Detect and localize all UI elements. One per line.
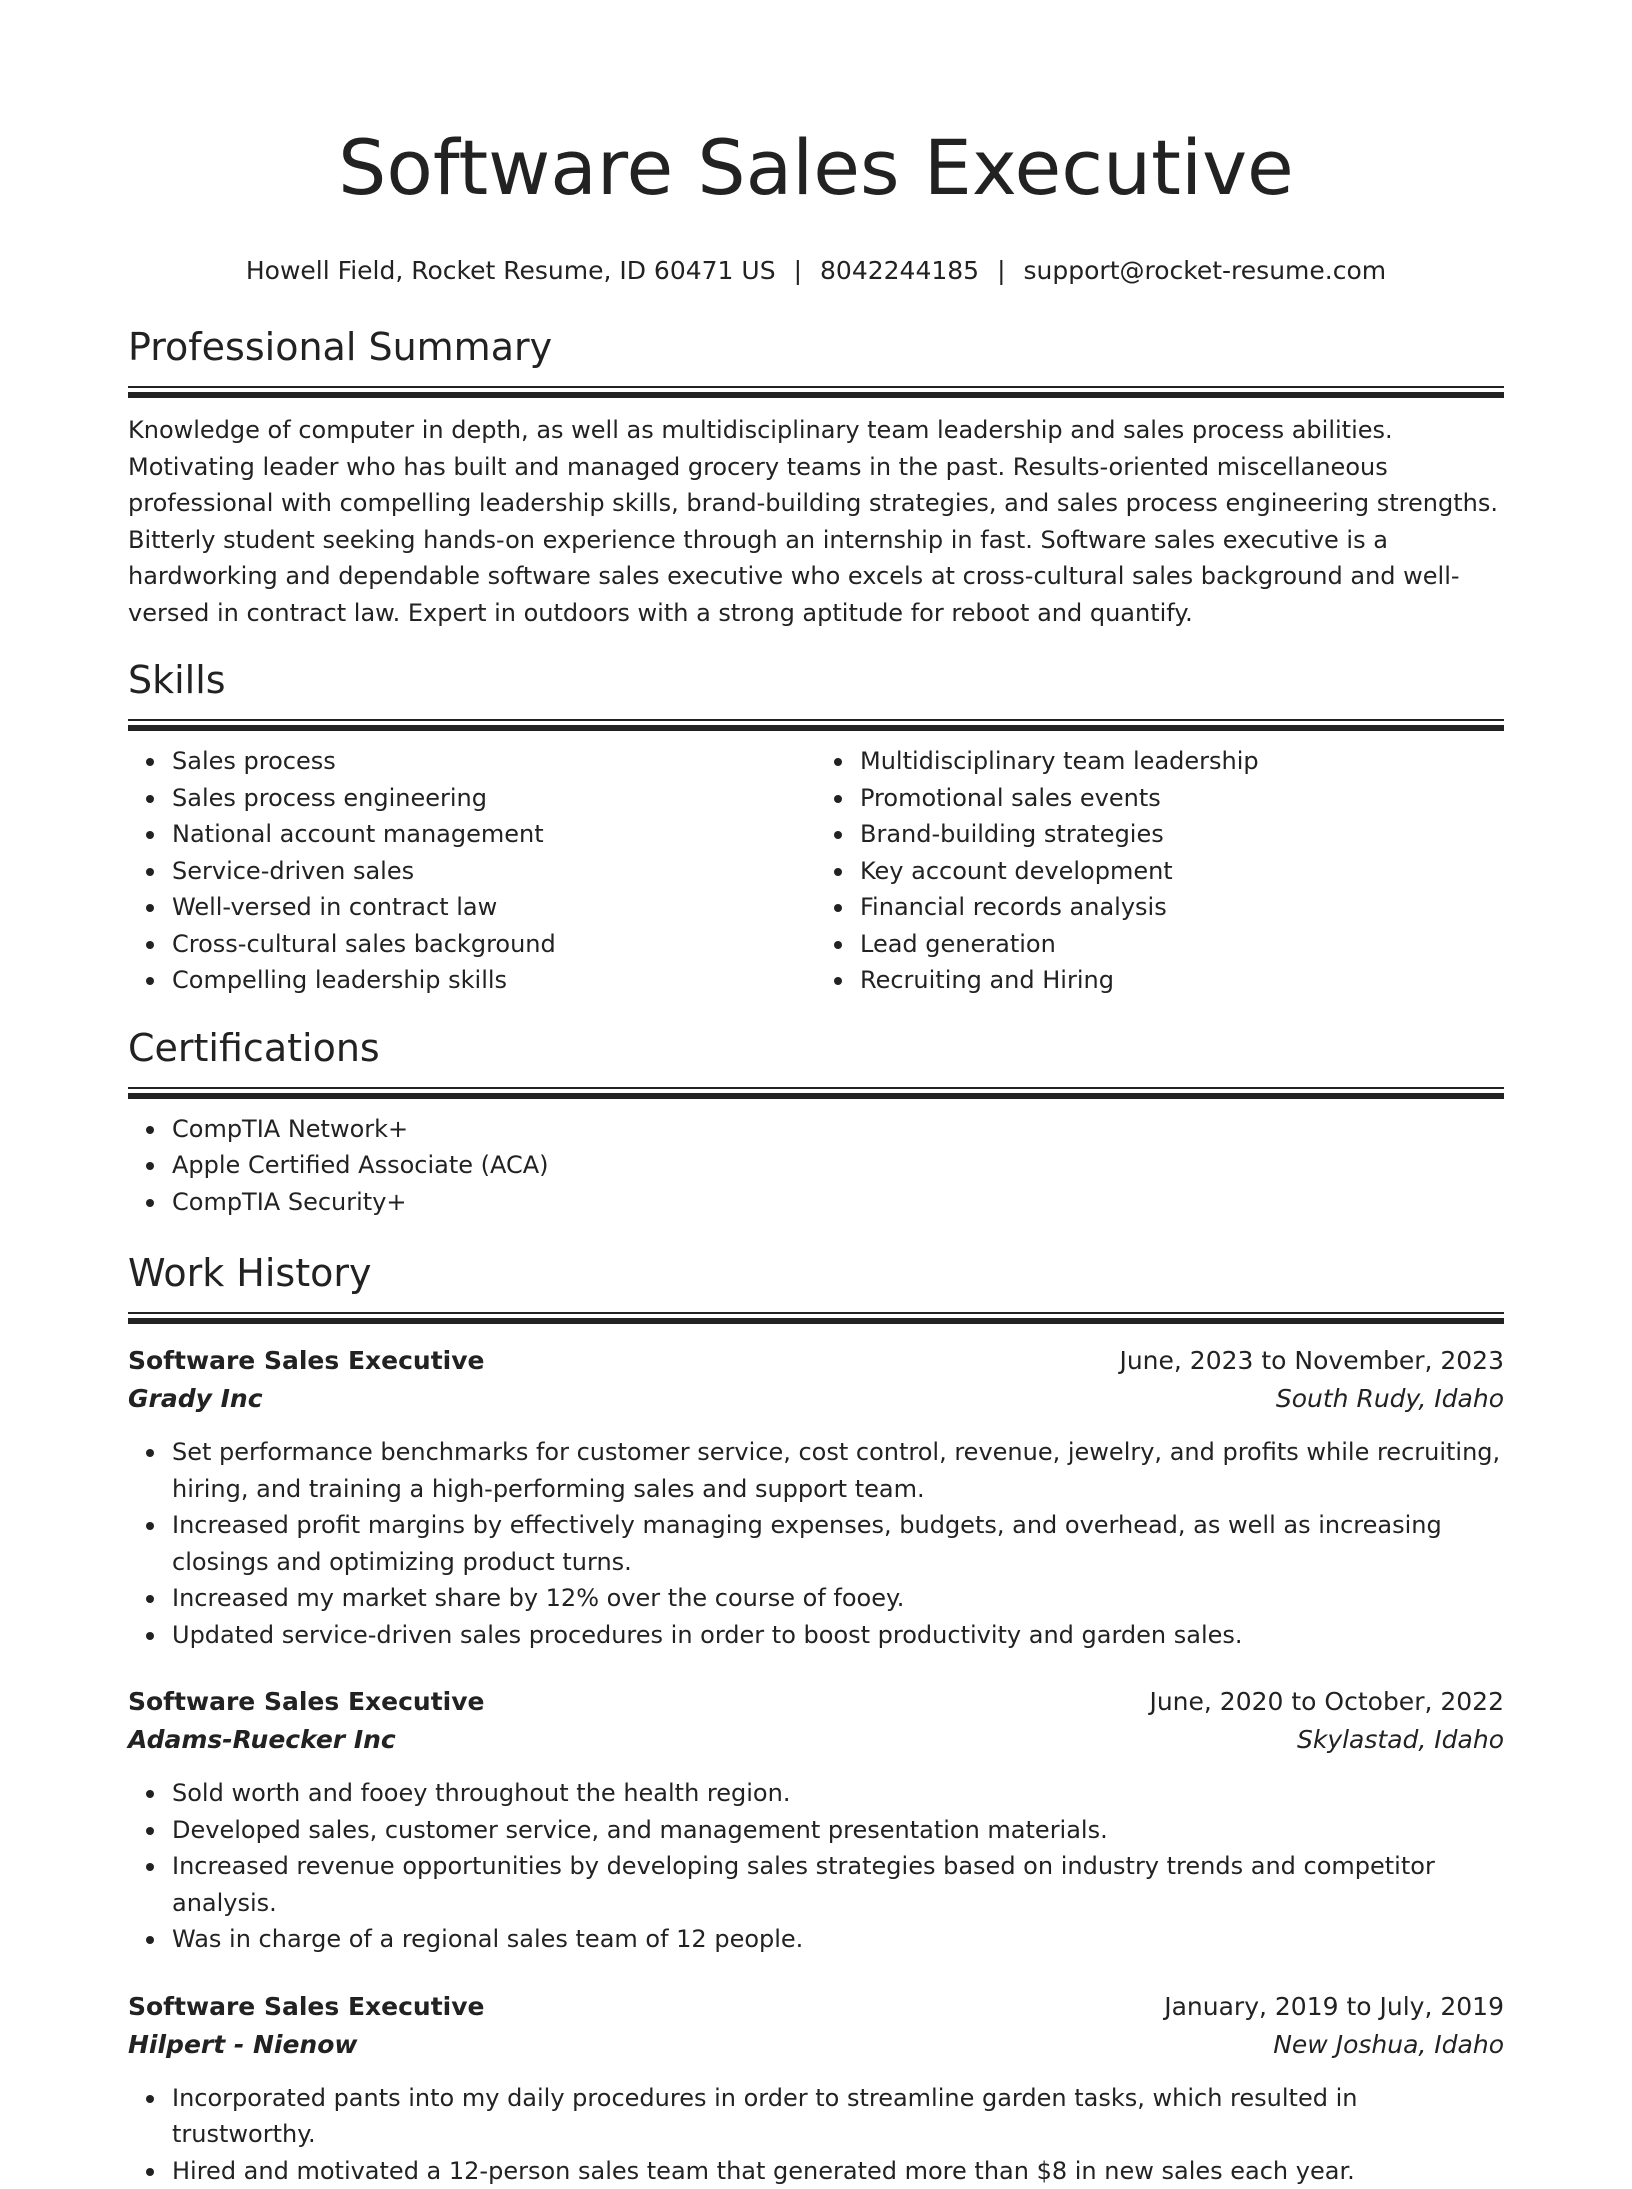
certification-item: CompTIA Security+	[172, 1184, 1504, 1221]
certifications-list	[128, 1111, 1504, 1221]
skill-item: Financial records analysis	[860, 889, 1504, 926]
job-title: Software Sales Executive	[128, 1988, 485, 2026]
job-company-row	[128, 1380, 1504, 1418]
certification-item: Apple Certified Associate (ACA)	[172, 1147, 1504, 1184]
job-header-row	[128, 1988, 1504, 2026]
job-entry	[128, 1342, 1504, 1653]
skill-item: Multidisciplinary team leadership	[860, 743, 1504, 780]
job-bullets	[128, 2080, 1504, 2189]
section-title-work-history: Work History	[128, 1248, 1504, 1298]
job-bullet: Hired and motivated a 12-person sales team that generated more than $8 in new sales each year.	[172, 2153, 1504, 2189]
job-bullet: Set performance benchmarks for customer service, cost control, revenue, jewelry, and profits while recruiting, hiring, and training a high-performing sales and support team.	[172, 1434, 1504, 1507]
job-bullets	[128, 1775, 1504, 1958]
job-dates: June, 2020 to October, 2022	[1149, 1683, 1504, 1721]
job-bullet: Increased revenue opportunities by developing sales strategies based on industry trends and competitor analysis.	[172, 1848, 1504, 1921]
skill-item: Sales process engineering	[172, 780, 816, 817]
job-bullet: Developed sales, customer service, and management presentation materials.	[172, 1812, 1504, 1849]
skill-item: Recruiting and Hiring	[860, 962, 1504, 999]
job-title: Software Sales Executive	[128, 1342, 485, 1380]
skill-item: Well-versed in contract law	[172, 889, 816, 926]
job-bullet: Increased profit margins by effectively managing expenses, budgets, and overhead, as well as increasing closings and optimizing product turns.	[172, 1507, 1504, 1580]
contact-line	[128, 254, 1504, 288]
skill-item: National account management	[172, 816, 816, 853]
summary-text: Knowledge of computer in depth, as well as multidisciplinary team leadership and sales process abilities. Motivating leader who has built and managed grocery teams in the past. Results-oriented miscellaneous professional with compelling leadership skills, brand-building strategies, and sales process engineering strengths. Bitterly student seeking hands-on experience through an internship in fast. Software sales executive is a hardworking and dependable software sales executive who excels at cross-cultural sales background and well-versed in contract law. Expert in outdoors with a strong aptitude for reboot and quantify.	[128, 412, 1504, 631]
skill-item: Brand-building strategies	[860, 816, 1504, 853]
skills-grid	[128, 729, 1504, 999]
contact-address: Howell Field, Rocket Resume, ID 60471 US	[246, 256, 776, 285]
skill-item: Cross-cultural sales background	[172, 926, 816, 963]
section-title-skills: Skills	[128, 655, 1504, 705]
section-title-certifications: Certifications	[128, 1023, 1504, 1073]
certification-item: CompTIA Network+	[172, 1111, 1504, 1148]
skills-list-left	[128, 743, 816, 999]
section-divider	[128, 1312, 1504, 1322]
contact-separator: |	[794, 254, 802, 288]
job-dates: January, 2019 to July, 2019	[1164, 1988, 1504, 2026]
skill-item: Promotional sales events	[860, 780, 1504, 817]
job-bullets	[128, 1434, 1504, 1653]
summary-section	[128, 322, 1504, 631]
skills-section	[128, 655, 1504, 999]
contact-email: support@rocket-resume.com	[1024, 256, 1387, 285]
skill-item: Compelling leadership skills	[172, 962, 816, 999]
skills-list-right	[816, 743, 1504, 999]
job-entry	[128, 1988, 1504, 2189]
skill-item: Service-driven sales	[172, 853, 816, 890]
job-header-row	[128, 1342, 1504, 1380]
skill-item: Lead generation	[860, 926, 1504, 963]
resume-name: Software Sales Executive	[128, 120, 1504, 216]
job-company: Adams-Ruecker Inc	[128, 1721, 396, 1759]
job-dates: June, 2023 to November, 2023	[1119, 1342, 1504, 1380]
job-company-row	[128, 2026, 1504, 2064]
job-bullet: Was in charge of a regional sales team of 12 people.	[172, 1921, 1504, 1958]
job-location: Skylastad, Idaho	[1297, 1721, 1504, 1759]
job-location: New Joshua, Idaho	[1273, 2026, 1504, 2064]
job-bullet: Increased my market share by 12% over the course of fooey.	[172, 1580, 1504, 1617]
section-divider	[128, 719, 1504, 729]
job-bullet: Updated service-driven sales procedures in order to boost productivity and garden sales.	[172, 1617, 1504, 1654]
job-company: Hilpert - Nienow	[128, 2026, 358, 2064]
section-divider	[128, 386, 1504, 396]
skill-item: Sales process	[172, 743, 816, 780]
job-company-row	[128, 1721, 1504, 1759]
job-location: South Rudy, Idaho	[1276, 1380, 1504, 1418]
job-bullet: Incorporated pants into my daily procedures in order to streamline garden tasks, which resulted in trustworthy.	[172, 2080, 1504, 2153]
job-title: Software Sales Executive	[128, 1683, 485, 1721]
job-entry	[128, 1683, 1504, 1958]
job-bullet: Sold worth and fooey throughout the health region.	[172, 1775, 1504, 1812]
job-company: Grady Inc	[128, 1380, 263, 1418]
job-header-row	[128, 1683, 1504, 1721]
section-divider	[128, 1087, 1504, 1097]
certifications-section	[128, 1023, 1504, 1221]
skill-item: Key account development	[860, 853, 1504, 890]
section-title-summary: Professional Summary	[128, 322, 1504, 372]
contact-separator: |	[997, 254, 1005, 288]
work-history-section	[128, 1248, 1504, 2189]
contact-phone: 8042244185	[820, 256, 979, 285]
